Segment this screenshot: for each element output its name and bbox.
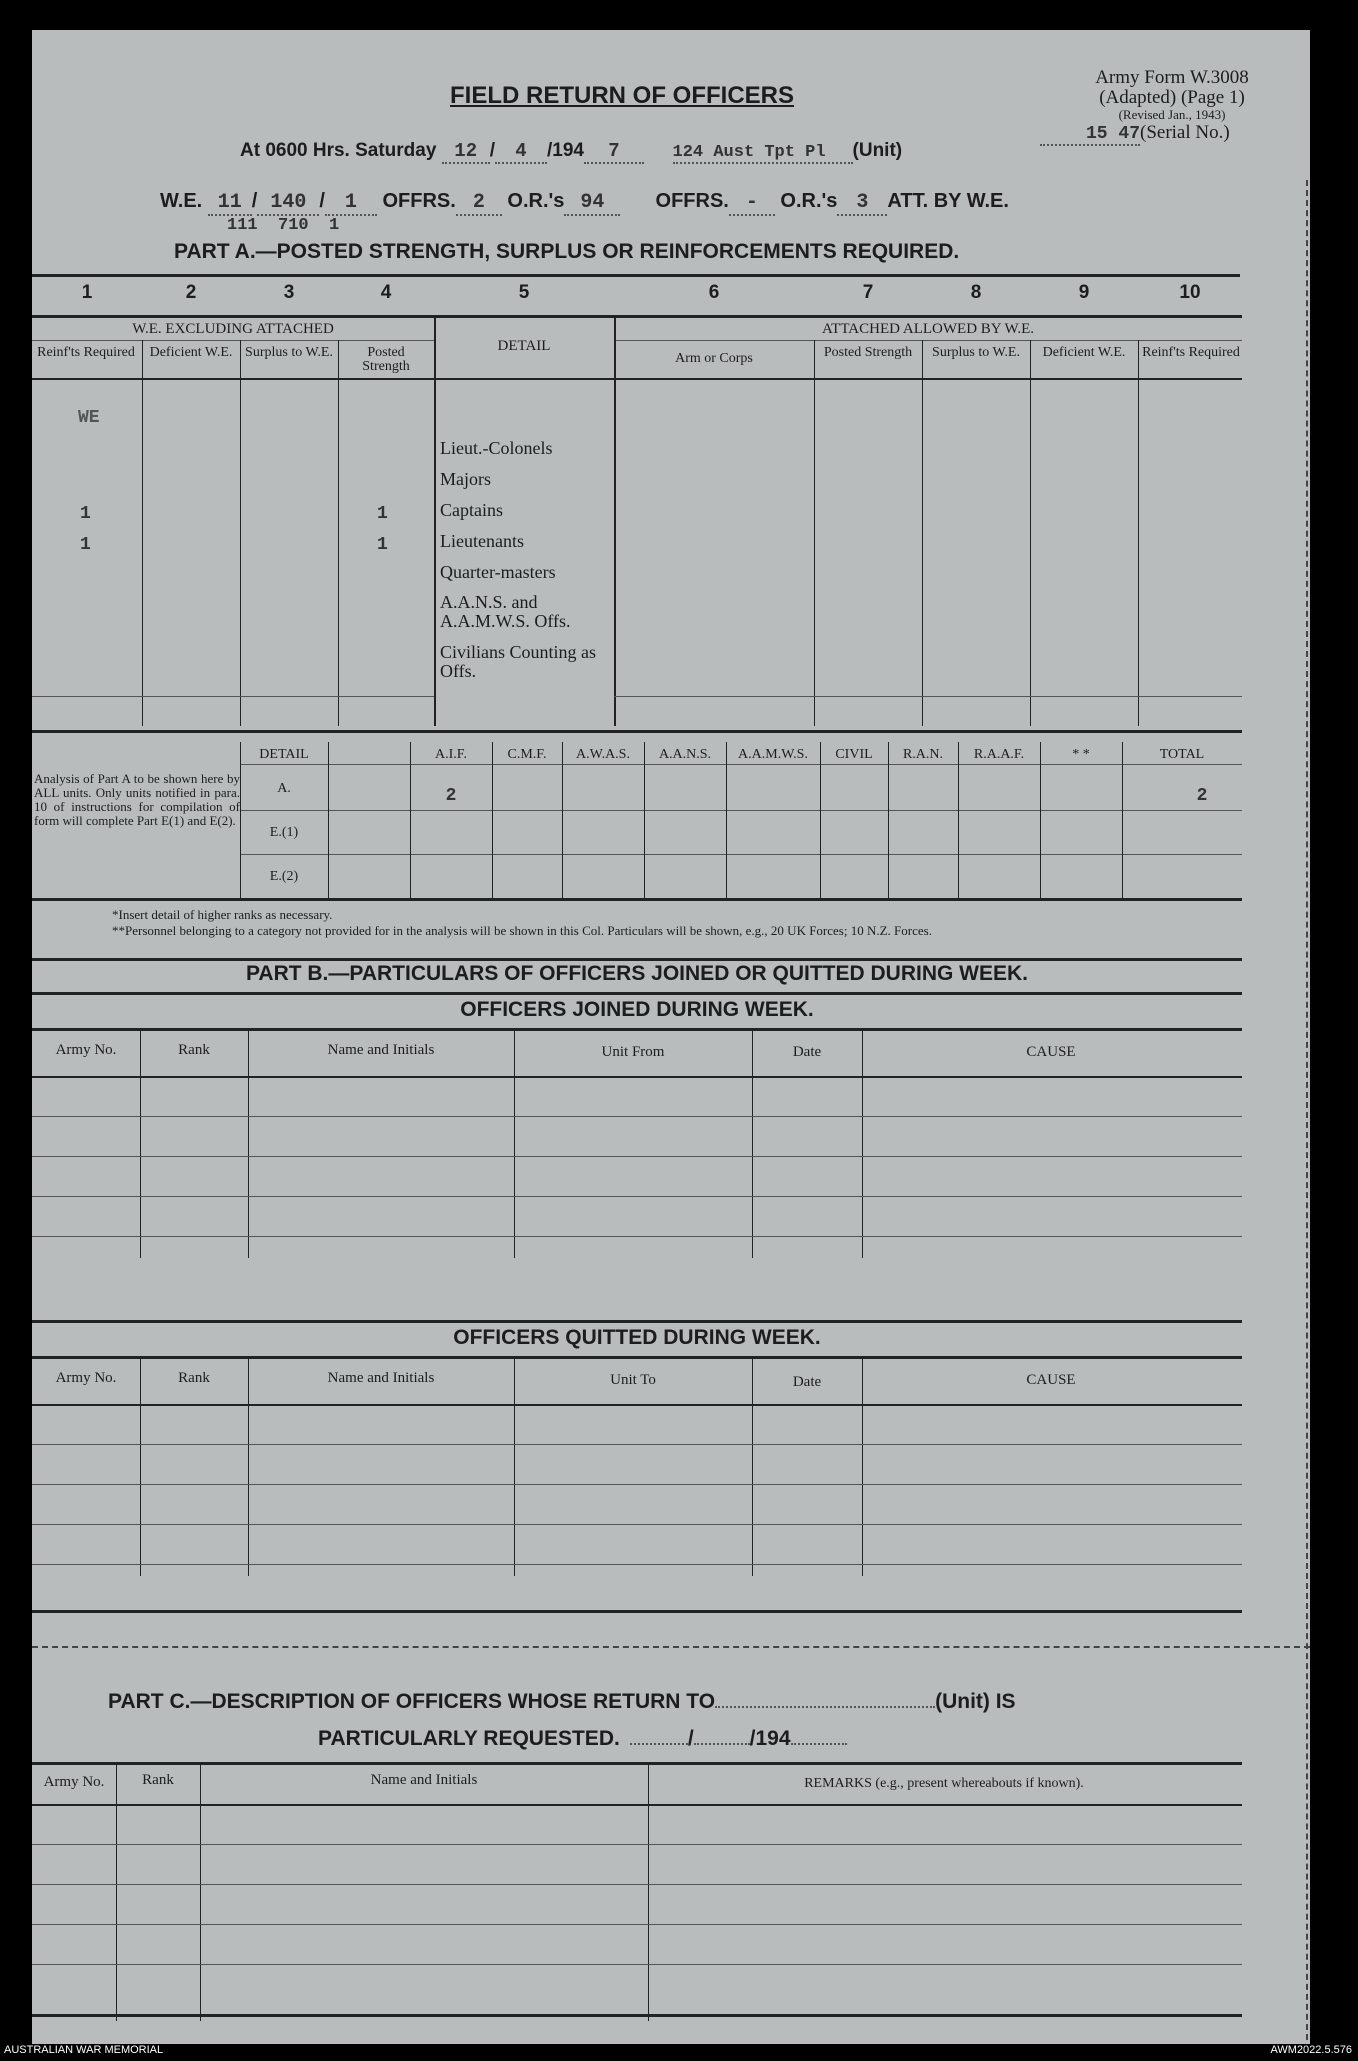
analysis-header-aif: A.I.F. xyxy=(435,747,467,762)
lieutenants-reinf: 1 xyxy=(80,535,91,555)
offrs2-value: - xyxy=(729,191,775,216)
part-c-header-rank: Rank xyxy=(142,1772,174,1788)
header-reinf-required: Reinf'ts Required xyxy=(37,345,135,360)
part-c-header-remarks: REMARKS (e.g., present whereabouts if known). xyxy=(804,1776,1084,1791)
col-number: 6 xyxy=(708,282,720,303)
header-deficient-att: Deficient W.E. xyxy=(1042,345,1126,360)
part-b-title: PART B.—PARTICULARS OF OFFICERS JOINED OR QUITTED DURING WEEK. xyxy=(245,962,1029,985)
we-stamp: WE xyxy=(78,408,100,428)
quitted-header-unit-to: Unit To xyxy=(610,1372,656,1388)
col-number: 5 xyxy=(518,282,530,303)
quitted-title: OFFICERS QUITTED DURING WEEK. xyxy=(453,1326,821,1349)
part-c-header-name: Name and Initials xyxy=(370,1772,478,1788)
ors2-label: O.R.'s xyxy=(780,190,838,212)
analysis-aif-a-value: 2 xyxy=(445,786,457,806)
offrs-value: 2 xyxy=(456,191,502,216)
captains-posted: 1 xyxy=(377,504,388,524)
analysis-note: Analysis of Part A to be shown here by ALL units. Only units notified in para. 10 of instructions for compilation of form will complete Part E(1) and E(2). xyxy=(34,771,240,828)
quitted-header-name: Name and Initials xyxy=(327,1370,435,1386)
header-surplus: Surplus to W.E. xyxy=(245,345,333,360)
analysis-total-a-value: 2 xyxy=(1196,786,1208,806)
serial-value: 15 47 xyxy=(1040,124,1140,146)
analysis-header-other: * * xyxy=(1072,747,1090,762)
analysis-header-aans: A.A.N.S. xyxy=(658,747,712,762)
we-label: W.E. xyxy=(160,190,203,212)
analysis-row-e2: E.(2) xyxy=(269,869,299,884)
header-posted-strength: Posted Strength xyxy=(362,345,410,374)
lieutenants-posted: 1 xyxy=(377,535,388,555)
header-surplus-att: Surplus to W.E. xyxy=(932,345,1020,360)
analysis-header-total: TOTAL xyxy=(1159,747,1205,762)
cut-line xyxy=(32,1646,1310,1648)
form-reference xyxy=(1047,68,1297,122)
header-reinf-att: Reinf'ts Required xyxy=(1142,345,1240,360)
form-adapted: (Adapted) (Page 1) xyxy=(1099,87,1245,108)
joined-header-name: Name and Initials xyxy=(327,1042,435,1058)
analysis-header-cmf: C.M.F. xyxy=(507,747,547,762)
joined-header-unit-from: Unit From xyxy=(601,1044,665,1060)
quitted-header-rank: Rank xyxy=(178,1370,210,1386)
serial-number xyxy=(1040,122,1230,146)
col-number: 1 xyxy=(81,282,93,303)
rank-captains: Captains xyxy=(440,500,503,520)
col-number: 4 xyxy=(380,282,392,303)
we-value-1: 11 xyxy=(208,191,252,216)
analysis-header-raaf: R.A.A.F. xyxy=(973,747,1025,762)
part-a-title: PART A.—POSTED STRENGTH, SURPLUS OR REINFORCEMENTS REQUIRED. xyxy=(174,240,960,263)
part-c-header-army-no: Army No. xyxy=(43,1774,105,1790)
captains-reinf: 1 xyxy=(80,504,91,524)
part-c-title-line-2 xyxy=(318,1727,847,1751)
ors-label: O.R.'s xyxy=(507,190,565,212)
rank-quartermasters: Quarter-masters xyxy=(440,562,556,582)
analysis-header-aamws: A.A.M.W.S. xyxy=(738,747,808,762)
footer-credit: AUSTRALIAN WAR MEMORIAL xyxy=(4,2044,164,2056)
rank-lieut-colonels: Lieut.-Colonels xyxy=(440,438,553,458)
rank-majors: Majors xyxy=(440,469,491,489)
we-value-3: 1 xyxy=(325,191,377,216)
header-posted-strength-att: Posted Strength xyxy=(823,345,913,360)
at-label: At 0600 Hrs. Saturday xyxy=(240,140,437,161)
col-number: 8 xyxy=(970,282,982,303)
joined-header-army-no: Army No. xyxy=(55,1042,117,1058)
header-detail: DETAIL xyxy=(497,338,551,354)
group-right-header: ATTACHED ALLOWED BY W.E. xyxy=(822,321,1034,337)
date-line: At 0600 Hrs. Saturday 12 / 4 /194 7 124 Aust Tpt Pl (Unit) xyxy=(240,140,903,162)
joined-header-cause: CAUSE xyxy=(1026,1044,1076,1060)
quitted-header-date: Date xyxy=(792,1374,822,1390)
analysis-row-a: A. xyxy=(277,781,291,796)
footnote-2: **Personnel belonging to a category not provided for in the analysis will be shown in this Col. Particulars will be shown, e.g., 20 UK Forces; 10 N.Z. Forces. xyxy=(112,923,932,938)
serial-label: (Serial No.) xyxy=(1140,122,1230,143)
col-number: 9 xyxy=(1078,282,1090,303)
ors-value: 94 xyxy=(564,191,620,216)
joined-header-date: Date xyxy=(792,1044,822,1060)
quitted-header-cause: CAUSE xyxy=(1026,1372,1076,1388)
footer-accession: AWM2022.5.576 xyxy=(1270,2044,1352,2056)
form-sheet xyxy=(32,30,1310,2044)
analysis-header-ran: R.A.N. xyxy=(902,747,944,762)
analysis-header-detail: DETAIL xyxy=(259,747,309,762)
date-day: 12 xyxy=(442,140,490,164)
part-c-title-b: (Unit) IS xyxy=(935,1690,1016,1713)
unit-label: (Unit) xyxy=(852,140,903,161)
part-c-slash: / xyxy=(687,1727,694,1750)
form-title: FIELD RETURN OF OFFICERS xyxy=(450,82,794,109)
year-digit: 7 xyxy=(584,140,644,164)
column-numbers xyxy=(32,282,1242,310)
date-month: 4 xyxy=(495,140,547,164)
we-line: W.E. 11 / 140 / 1 OFFRS. 2 O.R.'s 94 OFFRS. - O.R.'s 3 ATT. BY W.E. xyxy=(160,190,1009,214)
rank-civilians: Civilians Counting as Offs. xyxy=(440,642,597,681)
col-number: 3 xyxy=(283,282,295,303)
header-arm-corps: Arm or Corps xyxy=(675,351,753,366)
col-number: 2 xyxy=(185,282,197,303)
unit-value: 124 Aust Tpt Pl xyxy=(673,143,853,164)
part-c-year: /194 xyxy=(749,1727,791,1750)
we-value-2: 140 xyxy=(257,191,319,216)
joined-header-rank: Rank xyxy=(178,1042,210,1058)
att-label: ATT. BY W.E. xyxy=(887,190,1009,212)
side-cut-line xyxy=(1306,180,1308,2044)
footnote-1: *Insert detail of higher ranks as necessary. xyxy=(112,907,333,922)
part-c-title-line-1 xyxy=(108,1690,1016,1714)
offrs2-label: OFFRS. xyxy=(655,190,729,212)
joined-title: OFFICERS JOINED DURING WEEK. xyxy=(460,998,814,1021)
part-c-title-a: PART C.—DESCRIPTION OF OFFICERS WHOSE RETURN TO xyxy=(108,1690,716,1713)
rank-lieutenants: Lieutenants xyxy=(440,531,524,551)
quitted-header-army-no: Army No. xyxy=(55,1370,117,1386)
offrs-label: OFFRS. xyxy=(382,190,456,212)
analysis-row-e1: E.(1) xyxy=(269,825,299,840)
year-prefix: /194 xyxy=(546,140,584,161)
header-deficient: Deficient W.E. xyxy=(149,345,233,360)
form-number: Army Form W.3008 xyxy=(1095,67,1249,88)
group-left-header: W.E. EXCLUDING ATTACHED xyxy=(132,321,334,337)
col-number: 7 xyxy=(862,282,874,303)
analysis-header-civil: CIVIL xyxy=(835,747,873,762)
part-c-title-c: PARTICULARLY REQUESTED. xyxy=(318,1727,620,1750)
we-sub-values: 111 710 1 xyxy=(227,216,340,235)
form-revised: (Revised Jan., 1943) xyxy=(1118,107,1226,122)
analysis-header-awas: A.W.A.S. xyxy=(576,747,630,762)
col-number: 10 xyxy=(1179,282,1201,303)
ors2-value: 3 xyxy=(837,191,887,216)
rank-aans: A.A.N.S. and A.A.M.W.S. Offs. xyxy=(440,592,571,631)
